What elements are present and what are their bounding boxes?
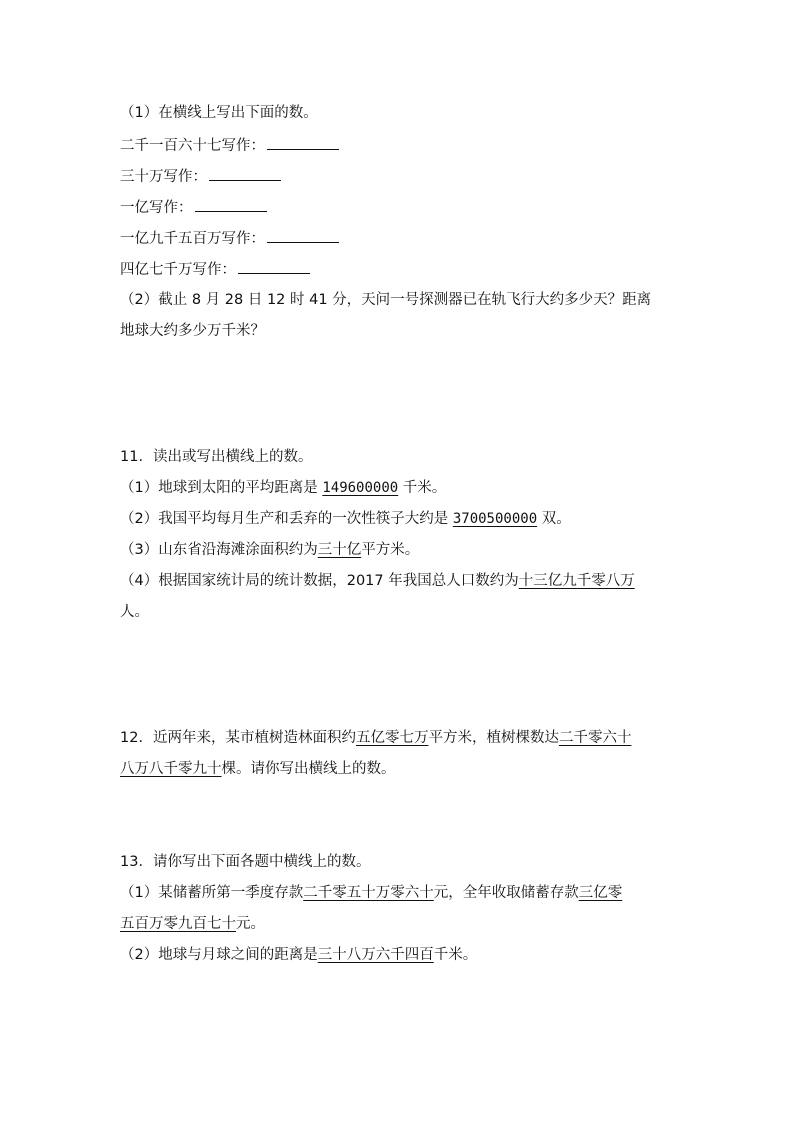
q13-item-2-number: 三十八万六千四百 [317,947,434,963]
part1-intro: （1）在横线上写出下面的数。 [120,105,318,121]
answer-blank-4[interactable] [267,228,339,243]
q11-item-1-unit: 千米。 [398,480,447,496]
q11-item-3-number: 三十亿 [317,542,362,558]
part1-question2-line1: （2）截止 8 月 28 日 12 时 41 分，天问一号探测器已在轨飞行大约多少天？距离 [120,292,652,308]
q11-item-4-cont: 人。 [120,604,149,620]
q11-item-2 [120,509,571,529]
q13-item-1-text: （1）某储蓄所第一季度存款 [120,885,304,901]
q11-item-4-text: （4）根据国家统计局的统计数据，2017 年我国总人口数约为 [120,573,519,589]
q11-item-2-unit: 双。 [537,511,571,527]
q12-number-2b: 八万八千零九十 [120,761,222,777]
answer-blank-2[interactable] [209,166,281,181]
fill-line-4 [120,228,339,248]
q13-item-1-line1 [120,883,622,903]
fill-line-4-label: 一亿九千五百万写作： [120,231,265,247]
fill-line-2-label: 三十万写作： [120,169,207,185]
q12-number-2a: 二千零六十 [558,730,632,746]
q11-item-1-text: （1）地球到太阳的平均距离是 [120,480,323,496]
q11-item-4-number: 十三亿九千零八万 [518,573,635,589]
fill-line-1-label: 二千一百六十七写作： [120,138,265,154]
fill-line-1 [120,135,339,155]
question-13-title: 13．请你写出下面各题中横线上的数。 [120,854,371,870]
question-11-title: 11．读出或写出横线上的数。 [120,449,313,465]
q13-item-1-number-2b: 五百万零九百七十 [120,916,236,932]
q13-item-2-text: （2）地球与月球之间的距离是 [120,947,318,963]
fill-line-3-label: 一亿写作： [120,200,193,216]
q13-item-1-number: 二千零五十万零六十 [303,885,434,901]
q13-item-1-text-2: 元，全年收取储蓄存款 [433,885,579,901]
fill-line-5-label: 四亿七千万写作： [120,262,236,278]
q11-item-1-number: 149600000 [322,480,399,496]
q11-item-1 [120,478,446,498]
question-12-line2 [120,759,396,779]
q12-number-1: 五亿零七万 [355,730,429,746]
q13-item-1-number-2a: 三亿零 [578,885,623,901]
q13-item-1-line2 [120,914,265,934]
q11-item-3-text: （3）山东省沿海滩涂面积约为 [120,542,318,558]
q12-text-3: 棵。请你写出横线上的数。 [221,761,396,777]
q12-text-1: 12．近两年来，某市植树造林面积约 [120,730,356,746]
fill-line-3 [120,197,267,217]
part1-question2-line2: 地球大约多少万千米？ [120,323,265,339]
q12-text-2: 平方米，植树棵数达 [428,730,559,746]
fill-line-2 [120,166,281,186]
q11-item-3 [120,540,419,560]
q13-item-1-unit: 元。 [236,916,265,932]
question-12-line1 [120,728,631,748]
answer-blank-3[interactable] [195,197,267,212]
q11-item-2-number: 3700500000 [452,511,538,527]
answer-blank-1[interactable] [267,135,339,150]
answer-blank-5[interactable] [238,259,310,274]
q11-item-2-text: （2）我国平均每月生产和丢弃的一次性筷子大约是 [120,511,453,527]
q13-item-2-unit: 千米。 [433,947,478,963]
fill-line-5 [120,259,310,279]
q11-item-4 [120,571,635,591]
q13-item-2 [120,945,477,965]
q11-item-3-unit: 平方米。 [361,542,420,558]
